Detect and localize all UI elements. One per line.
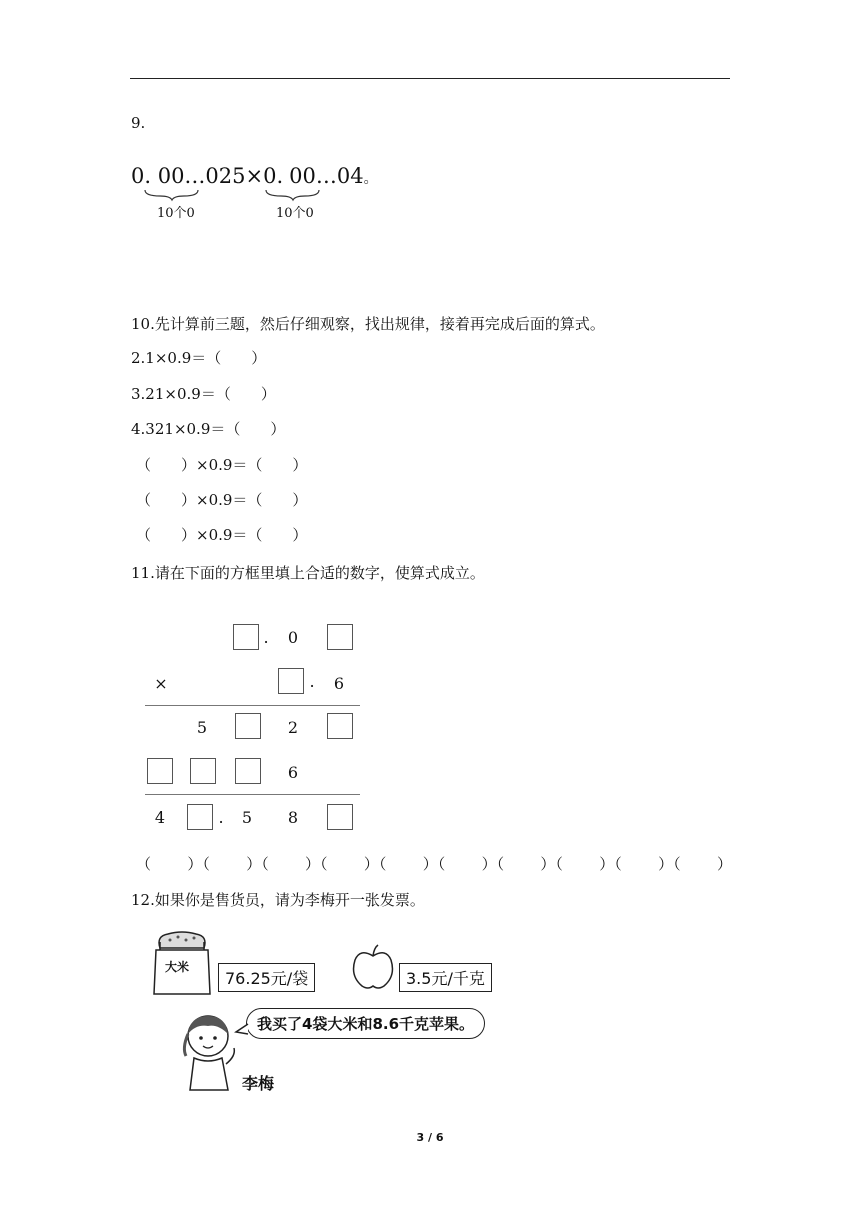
q11-box-r4-3[interactable]: [235, 758, 261, 784]
q10-title: 10.先计算前三题，然后仔细观察，找出规律，接着再完成后面的算式。: [131, 315, 605, 333]
q9-expression: [131, 164, 378, 188]
q11-digit-r5-5: 5: [241, 808, 253, 827]
rice-price-tag: 76.25元/袋: [218, 963, 315, 992]
apple-icon: [350, 944, 396, 992]
q11-dot-r1: .: [263, 628, 269, 647]
answer-blank[interactable]: ）（: [658, 855, 681, 873]
q9-expr-left: 0. 00…025×0.: [131, 164, 284, 188]
q9-brace1-label: 10个0: [157, 206, 195, 221]
q10-line-1: 2.1×0.9＝（ ）: [131, 349, 267, 367]
q10-line-3: 4.321×0.9＝（ ）: [131, 420, 286, 438]
q11-answer-blanks: [136, 853, 732, 874]
q10-line-5: （ ）×0.9＝（ ）: [136, 491, 308, 509]
q11-box-r5-1[interactable]: [187, 804, 213, 830]
header-rule: [130, 78, 730, 79]
q9-brace2-label: 10个0: [276, 206, 314, 221]
speech-bubble: 我买了4袋大米和8.6千克苹果。: [246, 1008, 485, 1039]
q11-box-r1-2[interactable]: [327, 624, 353, 650]
answer-blank[interactable]: ）（: [305, 855, 328, 873]
q9-period: 。: [363, 171, 378, 187]
answer-blank[interactable]: ）（: [422, 855, 446, 873]
q11-box-r3-1[interactable]: [235, 713, 261, 739]
q11-digit-r4-6: 6: [287, 763, 299, 782]
q11-digit-r5-8: 8: [287, 808, 299, 827]
q11-dot-r5: .: [218, 808, 224, 827]
q11-rule-2: [145, 794, 360, 795]
q11-digit-r3-5: 5: [196, 718, 208, 737]
q11-box-r4-1[interactable]: [147, 758, 173, 784]
q11-rule-1: [145, 705, 360, 706]
q10-line-4: （ ）×0.9＝（ ）: [136, 456, 308, 474]
apple-price-tag: 3.5元/千克: [399, 963, 492, 992]
q11-digit-r3-2: 2: [287, 718, 299, 737]
answer-blank[interactable]: ）（: [363, 855, 387, 873]
q11-box-r5-2[interactable]: [327, 804, 353, 830]
q9-expr-right: 00…04: [289, 164, 364, 188]
q11-box-r2-1[interactable]: [278, 668, 304, 694]
answer-blank[interactable]: ）（: [540, 855, 563, 873]
q10-line-6: （ ）×0.9＝（ ）: [136, 526, 308, 544]
q11-digit-r5-4: 4: [154, 808, 166, 827]
answer-blank[interactable]: （: [136, 855, 152, 873]
q11-digit-r2-6: 6: [333, 674, 345, 693]
q11-title: 11.请在下面的方框里填上合适的数字，使算式成立。: [131, 564, 485, 582]
speech-bubble-tail: [234, 1022, 250, 1036]
brace-1: [145, 190, 198, 200]
rice-bag-label: 大米: [165, 960, 190, 974]
girl-name-label: 李梅: [242, 1074, 275, 1093]
q9-braces: [140, 188, 340, 202]
answer-blank[interactable]: ）: [716, 855, 732, 873]
answer-blank[interactable]: ）（: [246, 855, 269, 873]
q11-digit-r1-0: 0: [287, 628, 299, 647]
q9-number: 9.: [131, 114, 146, 132]
q11-times-sign: ×: [154, 674, 168, 693]
answer-blank[interactable]: ）（: [187, 855, 210, 873]
answer-blank[interactable]: ）（: [481, 855, 505, 873]
q10-line-2: 3.21×0.9＝（ ）: [131, 385, 276, 403]
q11-box-r4-2[interactable]: [190, 758, 216, 784]
answer-blank[interactable]: ）（: [599, 855, 622, 873]
brace-2: [266, 190, 319, 200]
q11-dot-r2: .: [309, 672, 315, 691]
q12-title: 12.如果你是售货员，请为李梅开一张发票。: [131, 891, 425, 909]
q11-box-r3-2[interactable]: [327, 713, 353, 739]
page-number: 3 / 6: [416, 1131, 444, 1144]
